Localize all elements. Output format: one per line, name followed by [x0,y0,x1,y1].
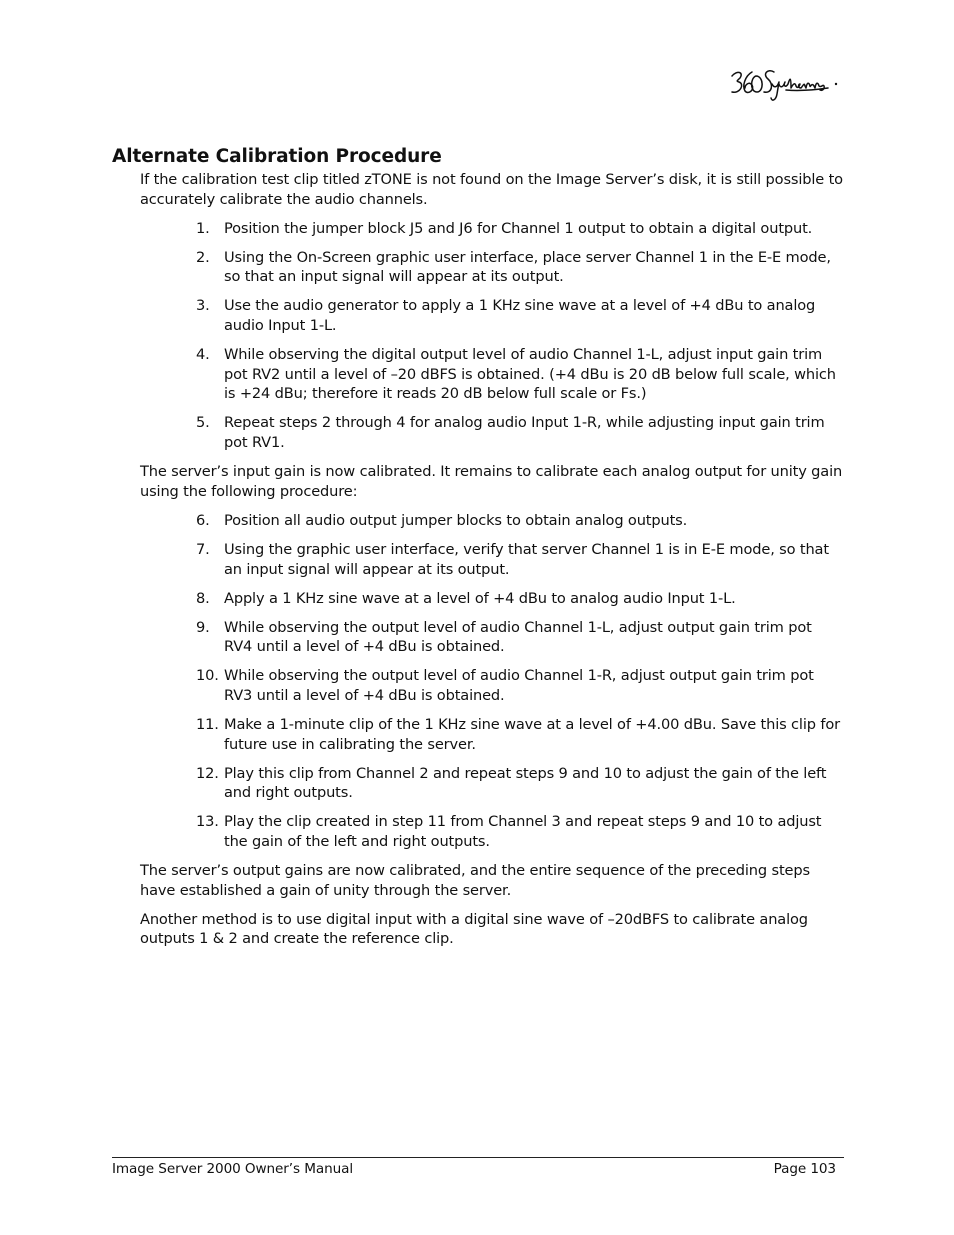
step-number: 13. [196,813,219,831]
list-item [140,511,844,531]
list-item [140,589,844,609]
step-text: Position the jumper block J5 and J6 for Channel 1 output to obtain a digital output. [224,219,813,237]
step-number: 9. [196,618,210,636]
step-text: Using the On-Screen graphic user interface, place server Channel 1 in the E-E mode, so that an input signal will appear at its output. [224,248,831,286]
step-number: 1. [196,219,210,237]
step-number: 11. [196,716,219,734]
footer-page-number: Page 103 [773,1161,836,1177]
intro-paragraph: If the calibration test clip titled zTONE is not found on the Image Server’s disk, it is still possible to accurately calibrate the audio channels. [140,171,843,208]
list-item [140,413,844,452]
step-number: 4. [196,346,210,364]
step-number: 3. [196,297,210,315]
step-number: 2. [196,248,210,266]
steps-list-input [140,219,844,453]
list-item [140,345,844,404]
list-item [140,764,844,803]
list-item [140,296,844,335]
list-item [140,540,844,579]
step-text: Repeat steps 2 through 4 for analog audio Input 1-R, while adjusting input gain trim pot RV1. [224,414,825,452]
list-item [140,666,844,705]
step-number: 7. [196,540,210,558]
steps-list-output [140,511,844,852]
document-body [140,170,844,959]
step-text: Using the graphic user interface, verify that server Channel 1 is in E-E mode, so that an input signal will appear at its output. [224,540,829,578]
step-number: 10. [196,667,219,685]
footer-divider [112,1157,844,1158]
list-item [140,248,844,287]
step-number: 5. [196,414,210,432]
step-text: Play the clip created in step 11 from Channel 3 and repeat steps 9 and 10 to adjust the gain of the left and right outputs. [224,813,822,851]
footer-manual-title: Image Server 2000 Owner’s Manual [112,1161,354,1177]
middle-paragraph: The server’s input gain is now calibrated. It remains to calibrate each analog output for unity gain using the following procedure: [140,463,843,500]
step-text: While observing the digital output level of audio Channel 1-L, adjust input gain trim pot RV2 until a level of –20 dBFS is obtained. (+4 dBu is 20 dB below full scale, which is +24 dBu; therefore it reads 20 dB below full scale or Fs.) [224,346,836,403]
step-text: Use the audio generator to apply a 1 KHz sine wave at a level of +4 dBu to analog audio Input 1-L. [224,297,816,335]
step-text: Play this clip from Channel 2 and repeat steps 9 and 10 to adjust the gain of the left and right outputs. [224,764,827,802]
step-text: Make a 1-minute clip of the 1 KHz sine wave at a level of +4.00 dBu. Save this clip for future use in calibrating the server. [224,716,840,753]
list-item [140,715,844,754]
step-number: 12. [196,764,219,782]
step-number: 6. [196,511,210,529]
closing-paragraph-2: Another method is to use digital input with a digital sine wave of –20dBFS to calibrate analog outputs 1 & 2 and create the reference clip. [140,910,808,948]
step-text: Apply a 1 KHz sine wave at a level of +4 dBu to analog audio Input 1-L. [224,589,736,607]
step-number: 8. [196,589,210,607]
list-item [140,618,844,657]
step-text: While observing the output level of audio Channel 1-R, adjust output gain trim pot RV3 until a level of +4 dBu is obtained. [224,667,814,704]
step-text: Position all audio output jumper blocks to obtain analog outputs. [224,511,688,529]
closing-paragraph-1: The server’s output gains are now calibrated, and the entire sequence of the preceding steps have established a gain of unity through the server. [140,862,810,899]
section-heading: Alternate Calibration Procedure [112,146,442,167]
step-text: While observing the output level of audio Channel 1-L, adjust output gain trim pot RV4 until a level of +4 dBu is obtained. [224,618,812,656]
list-item [140,812,844,851]
list-item [140,219,844,239]
360-systems-logo [728,64,840,106]
